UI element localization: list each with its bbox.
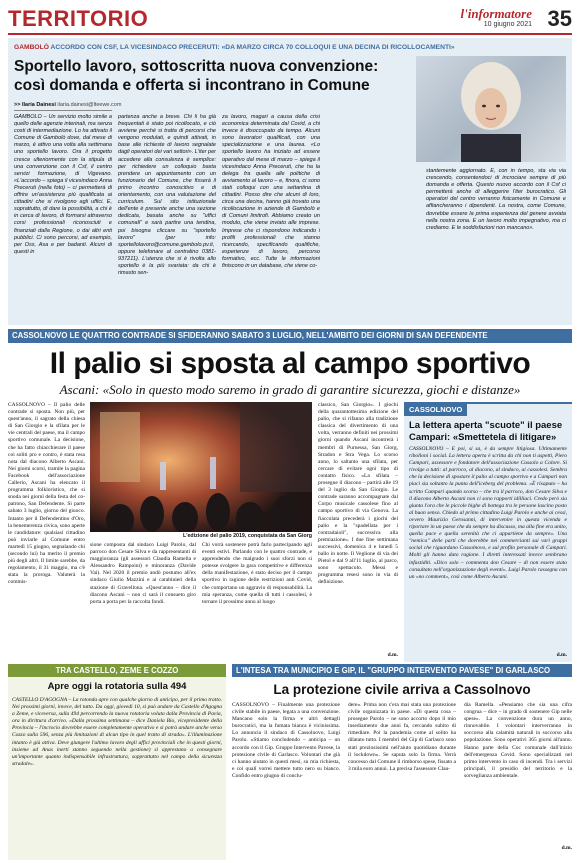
article1-col-2: partenza anche a breve. Chi li ha già frequentati è stato poi ricollocato, e ciò avviene perché si tratta di percorsi che vengono modulati, e quindi attivati, in base alle richieste di lavoro segnalate dagli operatori dei vari settori». L'iter per accedere alla consulenza è semplice: per richiedere un colloquio basta prendere un appuntamento con un funzionario del Comune, che fisserà il primo incontro conoscitivo e di orientamento, con una valutazione del curriculum. Sul sito istituzionale dell'ente è presente anche una sezione dedicata, basata anche su "uffici comunali" e sarà partire una tendina, poi bisogna cliccare su "sportello lavoro" (per info: sportellolavoro@comune.gambolo.pv.it, oppure telefonare al centralino 0381-937211). L'utenza che si è rivolta allo sportello è la più svariata: da chi è rimasto sen- bbox=[118, 114, 216, 277]
kicker-text: ACCORDO CON CSF, LA VICESINDACO PRECERUTI: «DA MARZO CIRCA 70 COLLOQUI E UNA DECINA DI RICOLLOCAMENTI» bbox=[50, 44, 455, 51]
sidebar-headline: La lettera aperta "scuote" il paese Campari: «Smettetela di litigare» bbox=[409, 420, 563, 443]
article4-col-1: CASSOLNOVO – Finalmente una protezione civile stabile in paese, legata a una convenzione. Mancano solo la firma e altri dettagli burocratici, ma la fumata bianca è vicinissima. Lo annuncia il sindaco di Cassolnovo, Luigi Parolo. «Stiamo concludendo – anticipa – un accordo con il Gip. Gruppo Intervento Pavese, la protezione civile di Garlasco. Volontari che già ci hanno aiutato in questi mesi, su mia richiesta, e coi quali vorrei mettere tutto nero su bianco. Confido entro giugno di conclu- bbox=[232, 702, 340, 779]
sidebar-body: CASSOLNOVO – E poi, si sa, è da sempre litigiosa. Ultimamente ribolloni i social. La lettera aperta è scritta da chi non ti aspetti, Piero Campari, assessore e fondatore dell'associazione Cassolo a Colore. Si rivolge a tutti: al parroco, al diacono, al sindaco, ai cassolesi. Sembra che la decisione di spostare il palio al campo sportivo e a Campari non piaci sia soltanto la punta dell'iceberg del problema. «È risaputo – ha scritto Campari quando scorso – che tra il parroco, don Cesare Silva e il diacono Alberto Ascani non ci sono rapporti idilliaci. Credo però sia giunta l'ora che le piccole bighe di bottega tra le persone lascino posto al buon senso. Chiedo al primo cittadino Luigi Parolo e anche ai cessi, ovvero Maurizio Gerosanni, di intervenire in questa vicenda e riportare in un paese che da sempre ha discusso, ma alla fine era unito, quella pace e quella serenità che ci appartiene da sempre». Una "nemica" delle parti che dovrebbe nei commercianti sui vari gruppi social che riguardano Cassolnovo, e sul profilo personale di Campari. Molti gli hanno dato ragione. I diretti interessati invece sembrano infastiditi. «Dico solo – commenta don Cesare – di non essere stato consultato nell'organizzazione degli eventi». Luigi Parolo rassegna con un «no comment», così come Alberto Ascani. bbox=[409, 446, 567, 580]
article1-col-3: za lavoro, magari a causa della crisi economica determinata dal Covid, a chi invece è disoccupato da tempo. Alcuni sono lavoratori qualificati, con una specializzazione e una laurea. «Lo sportello lavoro ha iniziato ad essere operativo dal mese di marzo – spiega il vicesindaco Anna Preceruti, che ha la delega fra quella alle politiche di avviamento al lavoro – e, finora, ci sono stati colloqui con una settantina di cittadini. Posso dire che alcuni di loro, circa una decina, hanno già trovato una ricollocazione in aziende di Gambolò e di Comuni limitrofi. Abbiamo creato un modulo, che viene inviato alle imprese. Imprese che ci rispondono indicando i profili professionali che stanno ricercando, specificando qualifiche, esperienze di lavoro, percorso formativo, ecc. Tutte le informazioni finiscono in un database, che viene co- bbox=[222, 114, 320, 269]
article2-col-4: classico, San Giorgio». I giochi della quarantottesima edizione del palio, che si rifanno alla tradizione classica del divertimento di una volta, verranno definiti nei prossimi giorni quando Ascani incontrerà i membri di Purnessa, San Giorg, Stradon e Stra Vega. Lo scorso anno, lo saltanto una sfilata, per cercare di evitare ogni tipo di contatto fisico. «La sfilata – prosegue il diacono – partirà alle 19 del 3 luglio da San Giorgio. Le contrade saranno accompagnate dal Corpo musicale cassolese fino al campo sportivo di via Genova. La fiaccolata precederà i giochi del palio e la "spadellata per i contradaioli", successiva alla premiazione». I due fine settimana successivi, domenica 4 e lunedì 5 ballo in notte. Il Veglione di via dei Pietol e dal 9 all'11 luglio, al parco, sono spettacolo. Messi e programma resesi sono in via di definizione. bbox=[318, 402, 398, 586]
article1-col-4: stantemente aggiornato. E, con in tempo, sta via via crescendo, consentendoci di incrociare sempre di più domanda e offerta. Questo nuovo accordo con il Csf ci permetterà anche di alleggerire l'iter burocratico. Gli operatori del centro verranno fisicamente in Comune e affiancheranno i dipendenti. La nostra, come Comune, dovrebbe essere la prima esperienza del genere avviata nella nostra zona. E un lavoro molto impegnativo, ma ci crediamo. E le soddisfazioni non mancano». bbox=[426, 168, 566, 231]
byline bbox=[14, 102, 121, 109]
header-rule bbox=[8, 33, 572, 35]
palio-photo-caption: L'edizione del palio 2019, conquistata da San Giorg bbox=[182, 533, 312, 539]
article3-banner: TRA CASTELLO, ZEME E COZZO bbox=[8, 664, 226, 677]
article1-col-1: GAMBOLÒ – Un servizio molto simile a quello delle agenzie interinali, ma senza costi di intermediazione. Lo ha attivato il Comune di Gambolò dove, dal mese di marzo, è attivo una volta alla settimana uno sportello lavoro. Ora il progetto cresce ulteriormente con la stipula di una convenzione con il Csf, il centro servizi formazione, di Vigevano. «L'accordo – spiega il vicesindaco Anna Preceruti (nella foto) – ci permetterà di offrire un'assistenza più qualificata ai cittadini che si rivolgono agli uffici. E, soprattutto, di dare la possibilità, a chi è in cerca di lavoro, di formarsi attraverso corsi professionali riconosciuti e finanziati dalla Regione, o dai altri enti pubblici. Ci sono percorsi, ad esempio, per Oss, Asa e per badanti. Alcuni di questi in bbox=[14, 114, 112, 255]
article2-headline: Il palio si sposta al campo sportivo bbox=[49, 347, 531, 380]
sidebar-box bbox=[404, 402, 572, 662]
article3-headline: Apre oggi la rotatoria sulla 494 bbox=[47, 681, 187, 692]
article4-signature: d.m. bbox=[561, 845, 572, 851]
article-rotatoria bbox=[8, 664, 226, 860]
page-number: 35 bbox=[547, 6, 572, 31]
palio-crowd-illustration bbox=[90, 402, 312, 532]
palio-photo bbox=[90, 402, 312, 532]
sidebar-kicker: CASSOLNOVO bbox=[404, 404, 467, 416]
article4-col-2: dere». Prima non c'era mai stata una protezione civile organizzata in paese. «Di questa cosa – prosegue Parolo – ne sono accorto dopo il mio insediamento due anni fa, cercando subito di rimediare. Poi la pandemia come al solito ha dilatato tutto. I membri del Gip di Garlasco sono stati preziosissimi nell'aiuto quotidiano durante il lockdown». Se saputa solo la firma. Verrà concesso dal Comune il rimborso spese, fissato a 3 mila euro annui. La precisa l'assessore Clau- bbox=[348, 702, 456, 772]
article-sportello-lavoro bbox=[8, 38, 572, 325]
byline-author: >> Ilaria Dainesi bbox=[14, 102, 56, 108]
article2-col-3: Chi vorrà sostenere potrà farlo partecipando agli eventi estivi. Parlando con le quattro contrade, e apprendendo che malgrado i suoi sforzi non si potesse svolgere la gara competitive e differenza della manifestazione, è stato deciso per il campo sportivo in ragione delle restrizioni anti Covid, che comportano un aggravio di responsabilità. La mia speranza, come quella di tutti i cassolesi, è tornare il prossimo anno al luogo bbox=[202, 542, 312, 605]
byline-email: ilaria.dainesi@lteewe.com bbox=[57, 102, 122, 108]
article2-col-2: sione composta dal sindaco Luigi Parolo, dal parroco don Cesare Silva e da rappresentanti di maggioranza (gli assessori Claudia Ramella e Alessandro Rampoini) e minoranza (Davide Vai). Nel 2020 il premio andò postumo all'ex sindaco Giulio Mazzini e ai carabinieri della stazione di Gravellona. «Quest'anno – dice il diacono Ascani – non ci sarà il consueto giro porta a porta per la raccolta fondi. bbox=[90, 542, 196, 605]
kicker-location: GAMBOLÒ bbox=[14, 44, 49, 51]
issue-date: 10 giugno 2021 bbox=[483, 21, 532, 28]
section-title: TERRITORIO bbox=[8, 6, 149, 31]
article2-subhead: Ascani: «Solo in questo modo saremo in grado di garantire sicurezza, giochi e distanze» bbox=[59, 382, 521, 397]
article4-banner: L'INTESA TRA MUNICIPIO E GIP, IL "GRUPPO INTERVENTO PAVESE" DI GARLASCO bbox=[232, 664, 572, 677]
article2-col-1: CASSOLNOVO – Il palio delle contrade si sposta. Non più, per quest'anno, il sagrato della chiesa di San Giorgio e la sfilata per le vie centrali del paese, ma il campo sportivo comunale. La decisione, che ha fatto chiacchierare il paese coi soliti pro e contro, è stata resa nota dal diacono Alberto Ascani. Nei giorni scorsi, tramite la pagina Facebook dell'associazione Callerio, Ascani ha elencato il programma folkloristico, che si snoda nei giorni della festa del co-patrono, San Defendente. Si parte sabato 3 luglio, giorno del giuoco. Intanto per il Defendentino d'Oro, la benemerenza civica, sono aperte le candidature: qualsiasi cittadino può inviarle al Comune entro martedì 15 giugno, segnalando chi (secondo lui) ha merito il premio più degli altri. Il limite sarebbe, da regolamento, il 31 maggio, ma c'è stata la proroga. Valuterà la commis- bbox=[8, 402, 85, 586]
masthead-logo: l'informatore bbox=[460, 6, 532, 21]
article2-signature: d.m. bbox=[387, 652, 398, 658]
headline-line-2: così domanda e offerta si incontrano in Comune bbox=[14, 77, 370, 94]
sidebar-signature: d.m. bbox=[556, 652, 567, 658]
article4-col-3: dia Ramella. «Pensiamo che sia una cifra congrua – dice – in grado di sostenere Gip nelle spese». La convenzione dura un anno, rinnovabile. I volontari interverranno in soccorso alla calamità naturali in soccorso alla popolazione. Sono operativi 365 giorni all'anno. Hanno parte della Coc comunale dall'inizio dell'emergenza Covid. Sono specializzati nel primo intervento in caso di incendi. Tra i servizi principali, il presidio del territorio e la sorveglianza ambientale. bbox=[464, 702, 572, 779]
article3-body: CASTELLO D'AGOGNA – La rotonda apre con qualche giorno di anticipo, per il primo tratto. Nei prossimi giorni, invece, del tutto. Da oggi, giovedì 10, si può andare da Castello d'Agogna a Zeme, e viceversa, sulla 494 percorrendo la nuova rotatoria voluta dalla Provincia di Pavia, ora in dirittura d'arrivo. «Dalla prossima settimana – dice Daniela Bio, vicepresidente della Provincia – l'incrocio dovrebbe essere completamente operativo e si potrà andare anche verso Cozzo sulla 596, senza più limitazioni di alcun tipo in quel tratto di strada». L'illuminazione intanto è già attiva. Deve giungere l'ultimo lavoro degli uffici provinciali che in questi giorni, insieme ad Anas inerti stanno seguendo nella gestione) si apprestano a consegnare un'importante quanto indispensabile infrastruttura, sopprattutto nel campo della sicurezza stradale». bbox=[12, 697, 222, 767]
headline-line-1: Sportello lavoro, sottoscritta nuova convenzione: bbox=[14, 58, 379, 75]
portrait-illustration bbox=[416, 56, 566, 162]
portrait-photo bbox=[416, 56, 566, 162]
article1-headline bbox=[14, 57, 414, 95]
article4-headline: La protezione civile arriva a Cassolnovo bbox=[273, 682, 531, 697]
page-header bbox=[8, 6, 572, 32]
byline-rule bbox=[14, 110, 112, 111]
article2-banner: CASSOLNOVO LE QUATTRO CONTRADE SI SFIDERANNO SABATO 3 LUGLIO, NELL'AMBITO DEI GIORNI DI SAN DEFENDENTE bbox=[8, 329, 572, 343]
article1-kicker bbox=[14, 43, 566, 52]
